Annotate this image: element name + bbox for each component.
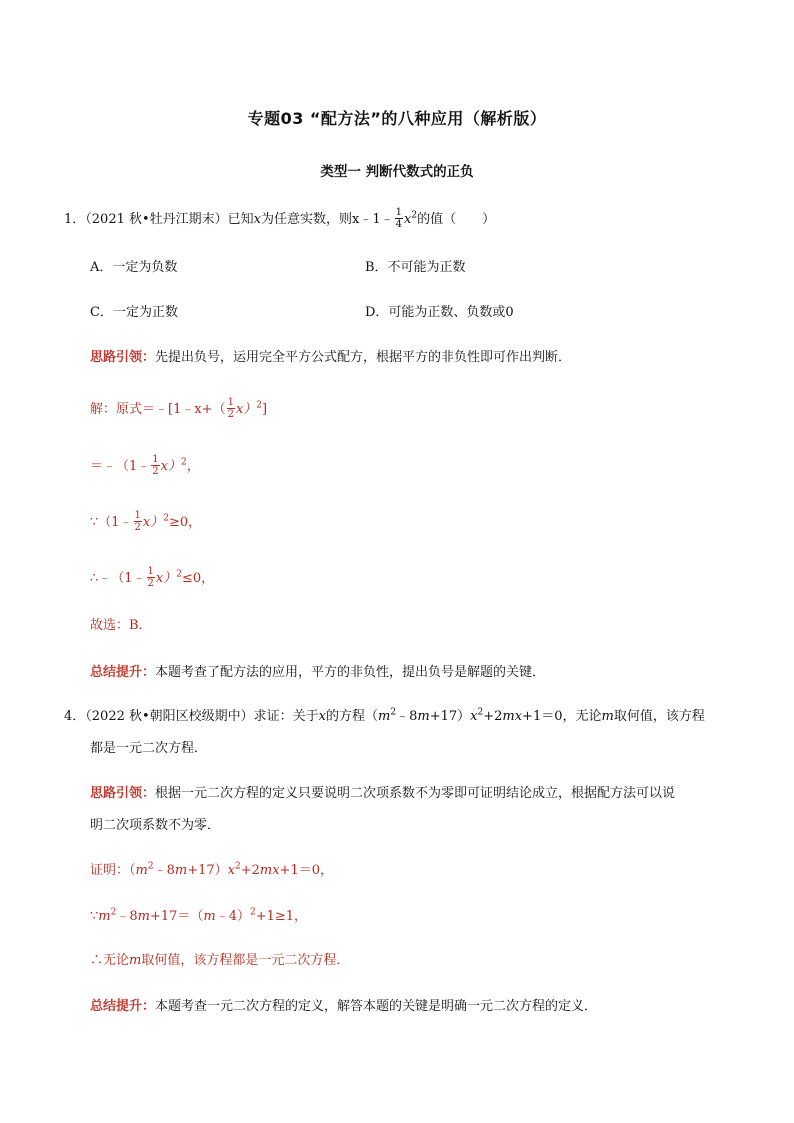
page-title: 专题03 “配方法”的八种应用（解析版） (247, 109, 547, 128)
q1-sol1-c: ] (262, 402, 268, 417)
p1-mx: mx (259, 863, 280, 878)
q1-sol3-exp: 2 (163, 513, 169, 524)
option-b: B．不可能为正数 (365, 260, 466, 275)
q1-frac-num: 1 (395, 207, 402, 218)
half-num: 1 (147, 566, 154, 577)
q1-stem-start: 1．（2021 秋•牡丹江期末）已知 (64, 212, 254, 227)
q4-x: x (318, 709, 326, 724)
q1-solution-line-1 (90, 398, 267, 421)
q1-sol4-half (147, 566, 155, 589)
q4-exp1: 2 (390, 707, 397, 718)
question-1-stem (64, 208, 495, 231)
option-a: A．一定为负数 (90, 260, 178, 275)
q4-a: 4．（2022 秋•朝阳区校级期中）求证：关于 (64, 709, 319, 724)
p3-b: 取何值，该方程都是一元二次方程． (141, 953, 350, 968)
q1-expr-a: x﹣1﹣ (352, 212, 394, 227)
p1-e: +1＝0， (279, 863, 333, 878)
q1-sol1-a: 解：原式＝﹣[1﹣x+（ (90, 402, 226, 417)
q1-hint-label: 思路引领： (90, 350, 156, 365)
q4-hint-text: 根据一元二次方程的定义只要说明二次项系数不为零即可证明结论成立，根据配方法可以说 (155, 786, 676, 801)
q4-proof-line-2 (90, 908, 307, 926)
p3-m: m (129, 953, 142, 968)
q4-m: m (417, 709, 430, 724)
p2-exp2: 2 (250, 907, 256, 918)
p1-x: x (227, 863, 235, 878)
p2-a: ∵ (90, 909, 99, 924)
p2-m3: m (203, 909, 216, 924)
q1-summary-text: 本题考查了配方法的应用，平方的非负性，提出负号是解题的关键． (155, 665, 546, 680)
q1-solution-line-3 (90, 511, 201, 534)
q4-e: +2 (483, 709, 503, 724)
question-4-stem-line-1 (64, 708, 705, 726)
q4-summary-label: 总结提升： (90, 999, 156, 1014)
q4-g: 取何值，该方程 (613, 709, 705, 724)
q4-mx: mx (502, 709, 523, 724)
q4-m3: m (601, 709, 614, 724)
q1-solution-line-4 (90, 567, 214, 590)
q1-fraction (395, 207, 403, 230)
q1-sol2-exp: 2 (181, 457, 187, 468)
half-num: 1 (227, 397, 234, 408)
q1-summary (90, 664, 545, 682)
p1-exp1: 2 (147, 861, 154, 872)
p2-e: +1≥1， (255, 909, 308, 924)
q1-summary-label: 总结提升： (90, 665, 156, 680)
p1-c: +17） (187, 863, 228, 878)
option-c: C．一定为正数 (90, 305, 178, 320)
p1-exp2: 2 (234, 861, 241, 872)
half-num: 1 (134, 510, 141, 521)
p1-m2: m (174, 863, 188, 878)
q1-solution-line-2 (90, 455, 200, 478)
q4-c: ﹣8 (396, 709, 418, 724)
q4-summary (90, 998, 597, 1016)
q1-frac-den: 4 (395, 219, 402, 230)
q4-hint-line-1 (90, 785, 675, 803)
q1-sol2-half (151, 454, 159, 477)
q1-sol3-a: ∵（1﹣ (90, 515, 133, 530)
q1-sol3-b: x） (142, 515, 164, 530)
half-den: 2 (147, 578, 154, 589)
option-d: D．可能为正数、负数或0 (365, 305, 514, 320)
p2-m2: m (137, 909, 150, 924)
q1-expr-b: x (404, 212, 412, 227)
q1-sol4-a: ∴﹣（1﹣ (90, 571, 146, 586)
p1-a: 证明：（ (90, 863, 136, 878)
p1-d: +2 (240, 863, 260, 878)
q1-exponent: 2 (411, 210, 418, 221)
q1-sol3-half (134, 510, 142, 533)
q1-stem-mid: 为任意实数，则 (261, 212, 353, 227)
q1-sol2-a: ＝﹣（1﹣ (90, 459, 151, 474)
q1-stem-end: 的值（ ） (417, 212, 496, 227)
p2-c: +17＝（ (149, 909, 204, 924)
q4-f: +1＝0，无论 (522, 709, 602, 724)
p2-exp1: 2 (110, 907, 117, 918)
half-num: 1 (152, 454, 159, 465)
section-heading: 类型一 判断代数式的正负 (320, 164, 474, 180)
q1-sol2-c: ， (186, 459, 200, 474)
half-den: 2 (227, 409, 234, 420)
q4-exp2: 2 (477, 707, 484, 718)
q4-b: 的方程（ (326, 709, 379, 724)
q1-answer: 故选：B． (90, 618, 152, 633)
question-4-stem-line-2: 都是一元二次方程． (90, 741, 208, 756)
p2-m: m (98, 909, 111, 924)
p2-d: ﹣4） (215, 909, 250, 924)
q1-sol2-b: x） (160, 459, 181, 474)
q1-sol4-b: x） (155, 571, 177, 586)
q4-hint-label: 思路引领： (90, 786, 156, 801)
p1-m: m (135, 863, 148, 878)
half-den: 2 (152, 466, 159, 477)
q1-hint (90, 349, 571, 367)
q4-summary-text: 本题考查一元二次方程的定义，解答本题的关键是明确一元二次方程的定义． (155, 999, 598, 1014)
q4-hint-line-2: 明二次项系数不为零． (90, 818, 221, 833)
q4-x2: x (470, 709, 478, 724)
q1-sol4-exp: 2 (176, 569, 182, 580)
q1-sol1-exp: 2 (256, 400, 263, 411)
q1-sol4-c: ≤0， (182, 571, 215, 586)
q4-m2: m (378, 709, 391, 724)
q4-d: +17） (429, 709, 471, 724)
p1-b: ﹣8 (153, 863, 175, 878)
q1-hint-text: 先提出负号，运用完全平方公式配方，根据平方的非负性即可作出判断． (155, 350, 572, 365)
q1-sol1-b: x） (235, 402, 257, 417)
q4-proof-line-3 (90, 952, 349, 970)
half-den: 2 (134, 522, 141, 533)
q1-var-x: x (253, 212, 261, 227)
q1-sol3-c: ≥0， (169, 515, 202, 530)
q1-sol1-half (227, 397, 235, 420)
p3-a: ∴无论 (90, 953, 130, 968)
p2-b: ﹣8 (116, 909, 138, 924)
q4-proof-line-1 (90, 862, 333, 880)
